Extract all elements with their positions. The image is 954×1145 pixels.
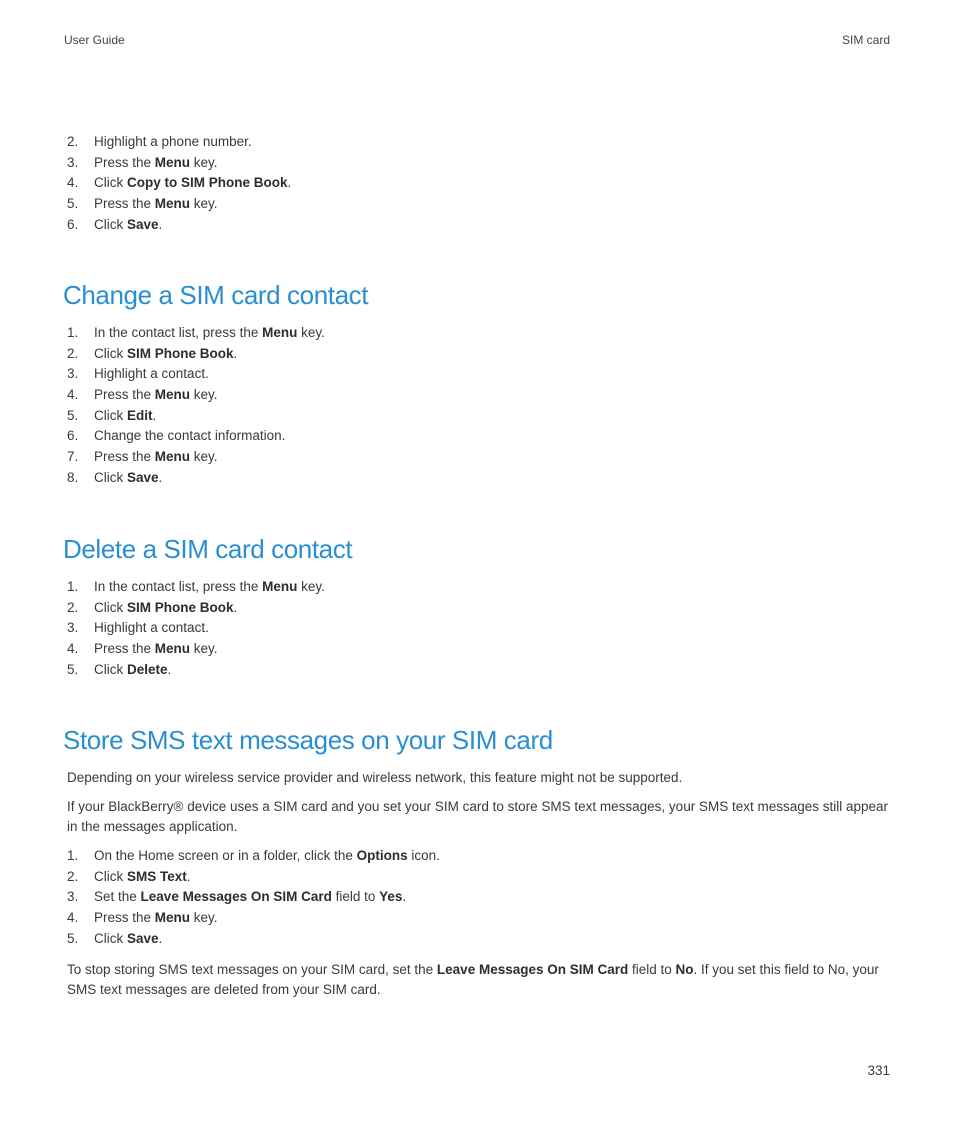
text-run: . bbox=[233, 599, 238, 615]
step-item bbox=[64, 215, 884, 236]
bold-term: Menu bbox=[154, 196, 191, 212]
step-item bbox=[64, 598, 884, 619]
step-number: 1. bbox=[67, 579, 79, 594]
step-number: 7. bbox=[67, 449, 79, 465]
step-item bbox=[64, 344, 884, 365]
step-number: 2. bbox=[67, 345, 79, 361]
step-number: 1. bbox=[67, 848, 79, 863]
step-number: 5. bbox=[67, 661, 79, 677]
text-run: field to bbox=[331, 889, 380, 905]
text-run: key. bbox=[190, 641, 218, 657]
bold-term: Leave Messages On SIM Card bbox=[436, 962, 629, 977]
bold-term: Options bbox=[356, 848, 408, 863]
step-number: 5. bbox=[67, 407, 79, 423]
stop-storing-paragraph bbox=[67, 960, 893, 1000]
text-run: To stop storing SMS text messages on your SIM card, set the bbox=[67, 962, 437, 977]
running-header-right: SIM card bbox=[841, 33, 890, 47]
text-run: Press the bbox=[94, 387, 155, 403]
text-run: Press the bbox=[94, 196, 155, 212]
step-number: 5. bbox=[67, 196, 79, 212]
step-item bbox=[64, 385, 884, 406]
step-number: 4. bbox=[67, 641, 79, 657]
text-run: Press the bbox=[94, 910, 155, 926]
text-run: Click bbox=[94, 868, 127, 884]
step-item bbox=[64, 426, 884, 447]
availability-note bbox=[67, 768, 893, 788]
step-number: 2. bbox=[67, 599, 79, 615]
step-item bbox=[64, 468, 884, 489]
text-run: If your BlackBerry® device uses a SIM card and you set your SIM card to store SMS text messages, your SMS text messages still appear in the messages application. bbox=[67, 799, 889, 834]
step-number: 2. bbox=[67, 134, 79, 149]
bold-term: Delete bbox=[127, 661, 168, 677]
bold-term: Menu bbox=[154, 910, 191, 926]
change-contact-steps bbox=[64, 323, 884, 489]
text-run: icon. bbox=[407, 848, 440, 863]
step-item bbox=[64, 406, 884, 427]
text-run: key. bbox=[190, 449, 218, 465]
step-item bbox=[64, 153, 884, 174]
step-item bbox=[64, 618, 884, 639]
bold-term: Save bbox=[127, 930, 159, 946]
step-item bbox=[64, 929, 884, 950]
text-run: . bbox=[158, 930, 163, 946]
text-run: . bbox=[158, 469, 163, 485]
text-run: Highlight a phone number. bbox=[94, 134, 252, 149]
text-run: Highlight a contact. bbox=[94, 366, 209, 382]
text-run: Change the contact information. bbox=[94, 428, 286, 444]
text-run: key. bbox=[190, 154, 218, 170]
text-run: . If you set this field to No, your SMS text messages are deleted from your SIM card. bbox=[67, 962, 879, 997]
step-number: 3. bbox=[67, 154, 79, 170]
delete-contact-heading: Delete a SIM card contact bbox=[63, 534, 353, 564]
text-run: key. bbox=[190, 196, 218, 212]
text-run: Set the bbox=[94, 889, 141, 905]
step-item bbox=[64, 846, 884, 867]
step-number: 4. bbox=[67, 387, 79, 403]
text-run: key. bbox=[297, 325, 325, 340]
text-run: field to bbox=[628, 962, 676, 977]
text-run: Click bbox=[94, 661, 127, 677]
running-header-left: User Guide bbox=[64, 33, 125, 47]
bold-term: Save bbox=[127, 216, 159, 232]
text-run: . bbox=[167, 661, 172, 677]
intro-steps-list bbox=[64, 132, 884, 235]
bold-term: SIM Phone Book bbox=[127, 345, 234, 361]
text-run: Depending on your wireless service provider and wireless network, this feature might not be supported. bbox=[67, 770, 683, 785]
text-run: Press the bbox=[94, 449, 155, 465]
text-run: . bbox=[158, 216, 163, 232]
bold-term: SIM Phone Book bbox=[127, 599, 234, 615]
text-run: . bbox=[152, 407, 157, 423]
bold-term: Leave Messages On SIM Card bbox=[140, 889, 332, 905]
text-run: Click bbox=[94, 175, 127, 191]
text-run: key. bbox=[190, 387, 218, 403]
text-run: Click bbox=[94, 469, 127, 485]
text-run: Highlight a contact. bbox=[94, 620, 209, 636]
bold-term: Save bbox=[127, 469, 159, 485]
text-run: In the contact list, press the bbox=[94, 325, 263, 340]
step-item bbox=[64, 364, 884, 385]
step-number: 8. bbox=[67, 469, 79, 485]
bold-term: SMS Text bbox=[127, 868, 187, 884]
bold-term: Menu bbox=[262, 325, 298, 340]
step-item bbox=[64, 173, 884, 194]
step-item bbox=[64, 194, 884, 215]
sim-storage-paragraph bbox=[67, 797, 893, 837]
step-number: 6. bbox=[67, 428, 79, 444]
step-number: 2. bbox=[67, 868, 79, 884]
text-run: Click bbox=[94, 216, 127, 232]
bold-term: Menu bbox=[154, 449, 191, 465]
step-item bbox=[64, 660, 884, 681]
step-number: 6. bbox=[67, 216, 79, 232]
text-run: Click bbox=[94, 930, 127, 946]
step-number: 3. bbox=[67, 366, 79, 382]
step-item bbox=[64, 639, 884, 660]
step-number: 4. bbox=[67, 175, 79, 191]
text-run: key. bbox=[297, 579, 325, 594]
bold-term: Menu bbox=[154, 154, 191, 170]
text-run: Press the bbox=[94, 641, 155, 657]
step-item bbox=[64, 867, 884, 888]
bold-term: Menu bbox=[262, 579, 298, 594]
text-run: . bbox=[402, 889, 407, 905]
text-run: Click bbox=[94, 599, 127, 615]
text-run: key. bbox=[190, 910, 218, 926]
text-run: Click bbox=[94, 345, 127, 361]
bold-term: Copy to SIM Phone Book bbox=[127, 175, 288, 191]
change-contact-heading: Change a SIM card contact bbox=[63, 280, 369, 310]
text-run: . bbox=[287, 175, 292, 191]
step-item bbox=[64, 447, 884, 468]
delete-contact-steps bbox=[64, 577, 884, 680]
step-number: 1. bbox=[67, 325, 79, 340]
bold-term: Menu bbox=[154, 641, 191, 657]
step-number: 3. bbox=[67, 620, 79, 636]
step-item bbox=[64, 908, 884, 929]
step-number: 3. bbox=[67, 889, 79, 905]
store-sms-steps bbox=[64, 846, 884, 949]
text-run: . bbox=[233, 345, 238, 361]
text-run: . bbox=[186, 868, 191, 884]
step-number: 5. bbox=[67, 930, 79, 946]
text-run: Press the bbox=[94, 154, 155, 170]
text-run: On the Home screen or in a folder, click the bbox=[94, 848, 357, 863]
store-sms-heading: Store SMS text messages on your SIM card bbox=[63, 725, 553, 755]
step-item bbox=[64, 323, 884, 344]
step-item bbox=[64, 887, 884, 908]
step-number: 4. bbox=[67, 910, 79, 926]
text-run: Click bbox=[94, 407, 127, 423]
bold-term: Edit bbox=[127, 407, 153, 423]
page-number: 331 bbox=[867, 1063, 890, 1078]
text-run: In the contact list, press the bbox=[94, 579, 263, 594]
step-item bbox=[64, 577, 884, 598]
bold-term: Yes bbox=[379, 889, 403, 905]
step-item bbox=[64, 132, 884, 153]
bold-term: Menu bbox=[154, 387, 191, 403]
bold-term: No bbox=[675, 962, 694, 977]
